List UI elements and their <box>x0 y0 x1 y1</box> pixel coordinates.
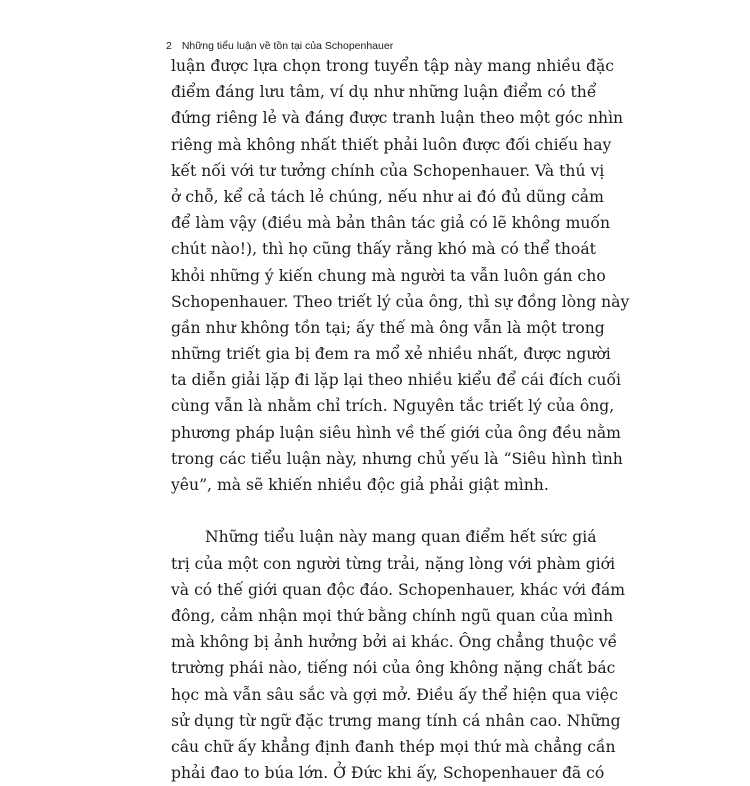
text-line: Schopenhauer. Theo triết lý của ông, thì sự đồng lòng này <box>171 292 630 311</box>
text-line: và có thế giới quan độc đáo. Schopenhauer, khác với đám <box>171 580 626 599</box>
text-line: yêu”, mà sẽ khiến nhiều độc giả phải giật mình. <box>171 476 549 494</box>
text-line: gần như không tồn tại; ấy thế mà ông vẫn là một trong <box>171 318 605 337</box>
text-line: Những tiểu luận này mang quan điểm hết sức giá <box>205 528 597 547</box>
text-line: để làm vậy (điều mà bản thân tác giả có lẽ không muốn <box>171 214 611 233</box>
text-line: riêng mà không nhất thiết phải luôn được đối chiếu hay <box>171 135 612 154</box>
running-header <box>166 40 393 52</box>
paragraph-1 <box>171 53 630 498</box>
text-line: luận được lựa chọn trong tuyển tập này mang nhiều đặc <box>171 57 615 75</box>
text-line: mà không bị ảnh hưởng bởi ai khác. Ông chẳng thuộc về <box>171 633 618 652</box>
paragraph-gap <box>171 498 581 524</box>
text-line: sử dụng từ ngữ đặc trưng mang tính cá nhân cao. Những <box>171 711 621 730</box>
text-line: đông, cảm nhận mọi thứ bằng chính ngũ quan của mình <box>171 606 614 625</box>
body-text <box>171 53 630 786</box>
text-line: trong các tiểu luận này, nhưng chủ yếu là “Siêu hình tình <box>171 449 623 468</box>
text-line: những triết gia bị đem ra mổ xẻ nhiều nhất, được người <box>171 345 611 364</box>
text-line: phải đao to búa lớn. Ở Đức khi ấy, Schopenhauer đã có <box>171 764 605 783</box>
text-line: ở chỗ, kể cả tách lẻ chúng, nếu như ai đó đủ dũng cảm <box>171 187 604 206</box>
text-line: khỏi những ý kiến chung mà người ta vẫn luôn gán cho <box>171 266 606 285</box>
text-line: học mà vẫn sâu sắc và gợi mở. Điều ấy thể hiện qua việc <box>171 685 618 704</box>
text-line: chút nào!), thì họ cũng thấy rằng khó mà có thể thoát <box>171 240 596 259</box>
paragraph-2 <box>171 524 626 786</box>
text-line: kết nối với tư tưởng chính của Schopenhauer. Và thú vị <box>171 161 605 180</box>
text-line: ta diễn giải lặp đi lặp lại theo nhiều kiểu để cái đích cuối <box>171 371 621 390</box>
text-line: đứng riêng lẻ và đáng được tranh luận theo một góc nhìn <box>171 109 624 128</box>
page-number: 2 <box>166 40 172 52</box>
text-line: trị của một con người từng trải, nặng lòng với phàm giới <box>171 554 616 573</box>
text-line: câu chữ ấy khẳng định đanh thép mọi thứ mà chẳng cần <box>171 737 616 756</box>
text-line: cùng vẫn là nhằm chỉ trích. Nguyên tắc triết lý của ông, <box>171 397 615 416</box>
text-line: phương pháp luận siêu hình về thế giới của ông đều nằm <box>171 423 621 442</box>
running-title: Những tiểu luận về tồn tại của Schopenhauer <box>181 40 394 52</box>
text-line: điểm đáng lưu tâm, ví dụ như những luận điểm có thể <box>171 83 597 102</box>
text-line: trường phái nào, tiếng nói của ông không nặng chất bác <box>171 659 616 678</box>
